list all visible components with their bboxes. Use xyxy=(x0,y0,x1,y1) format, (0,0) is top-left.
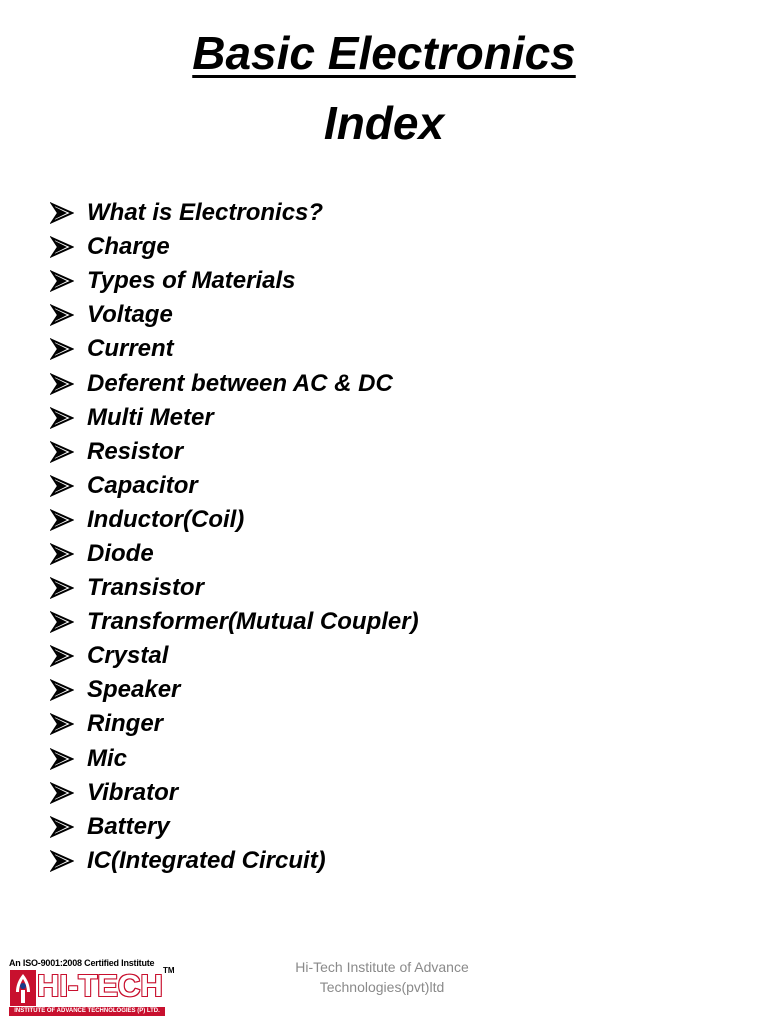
list-item xyxy=(50,571,419,605)
list-item xyxy=(50,366,419,400)
list-item-label: Multi Meter xyxy=(87,403,214,431)
logo-certification-text: An ISO-9001:2008 Certified Institute xyxy=(9,958,155,968)
list-item-label: IC(Integrated Circuit) xyxy=(87,846,326,874)
arrowhead-bullet-icon xyxy=(50,373,74,395)
page-subtitle: Index xyxy=(323,97,445,149)
list-item-label: Mic xyxy=(87,744,128,772)
arrowhead-bullet-icon xyxy=(50,611,74,633)
arrowhead-bullet-icon xyxy=(50,850,74,872)
arrowhead-bullet-icon xyxy=(50,645,74,667)
arrowhead-bullet-icon xyxy=(50,475,74,497)
list-item-label: Types of Materials xyxy=(87,267,296,295)
list-item xyxy=(50,435,419,469)
logo-trademark: TM xyxy=(163,966,175,975)
arrowhead-bullet-icon xyxy=(50,270,74,292)
list-item-label: Ringer xyxy=(87,710,164,738)
arrowhead-bullet-icon xyxy=(50,816,74,838)
footer-line-1: Hi-Tech Institute of Advance xyxy=(295,959,469,975)
arrowhead-bullet-icon xyxy=(50,577,74,599)
list-item xyxy=(50,844,419,878)
list-item-label: Resistor xyxy=(87,437,184,465)
list-item-label: Battery xyxy=(87,812,170,840)
list-item-label: What is Electronics? xyxy=(87,199,324,227)
torch-emblem-icon xyxy=(10,970,36,1006)
list-item xyxy=(50,673,419,707)
arrowhead-bullet-icon xyxy=(50,748,74,770)
arrowhead-bullet-icon xyxy=(50,509,74,531)
list-item-label: Transformer(Mutual Coupler) xyxy=(87,608,419,636)
logo-subtitle: INSTITUTE OF ADVANCE TECHNOLOGIES (P) LTD. xyxy=(9,1007,165,1016)
arrowhead-bullet-icon xyxy=(50,338,74,360)
list-item-label: Vibrator xyxy=(87,778,179,806)
list-item-label: Diode xyxy=(87,539,154,567)
list-item xyxy=(50,605,419,639)
arrowhead-bullet-icon xyxy=(50,679,74,701)
arrowhead-bullet-icon xyxy=(50,441,74,463)
list-item-label: Charge xyxy=(87,233,170,261)
list-item xyxy=(50,264,419,298)
list-item-label: Voltage xyxy=(87,301,173,329)
list-item xyxy=(50,469,419,503)
list-item xyxy=(50,298,419,332)
list-item xyxy=(50,537,419,571)
arrowhead-bullet-icon xyxy=(50,304,74,326)
list-item-label: Capacitor xyxy=(87,471,198,499)
list-item xyxy=(50,776,419,810)
list-item xyxy=(50,196,419,230)
list-item-label: Transistor xyxy=(87,574,204,602)
list-item xyxy=(50,401,419,435)
list-item-label: Current xyxy=(87,335,174,363)
list-item xyxy=(50,503,419,537)
arrowhead-bullet-icon xyxy=(50,407,74,429)
list-item xyxy=(50,810,419,844)
arrowhead-bullet-icon xyxy=(50,782,74,804)
page-title: Basic Electronics xyxy=(192,27,576,79)
arrowhead-bullet-icon xyxy=(50,713,74,735)
index-list xyxy=(50,196,419,878)
list-item-label: Inductor(Coil) xyxy=(87,505,245,533)
arrowhead-bullet-icon xyxy=(50,202,74,224)
list-item xyxy=(50,639,419,673)
list-item-label: Crystal xyxy=(87,642,169,670)
arrowhead-bullet-icon xyxy=(50,236,74,258)
list-item xyxy=(50,332,419,366)
arrowhead-bullet-icon xyxy=(50,543,74,565)
list-item xyxy=(50,707,419,741)
institute-logo xyxy=(9,958,177,1016)
title-block xyxy=(0,22,768,154)
list-item xyxy=(50,230,419,264)
footer-line-2: Technologies(pvt)ltd xyxy=(319,979,445,995)
footer xyxy=(264,957,500,997)
list-item xyxy=(50,742,419,776)
logo-name: HI-TECH xyxy=(37,968,163,1003)
list-item-label: Speaker xyxy=(87,676,181,704)
list-item-label: Deferent between AC & DC xyxy=(87,369,393,397)
